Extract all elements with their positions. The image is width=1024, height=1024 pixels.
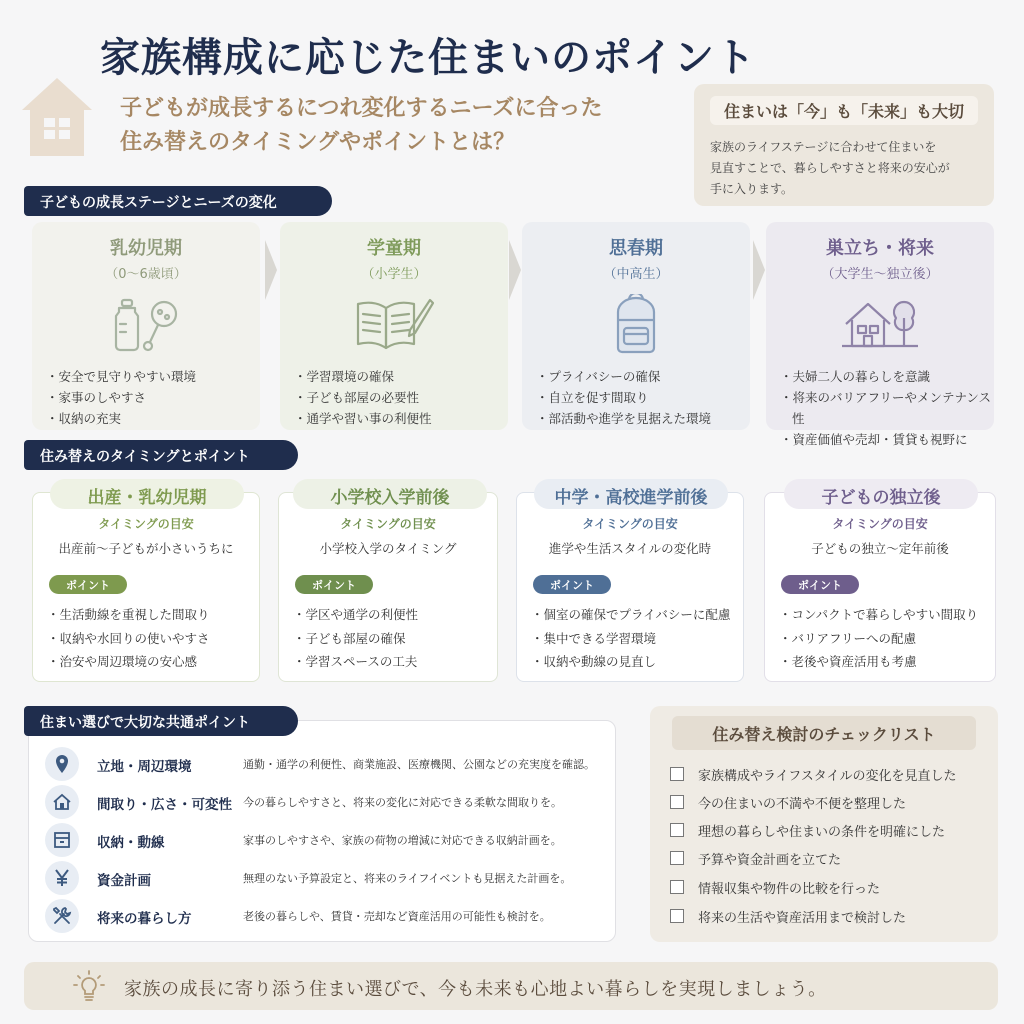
checklist-item-label: 情報収集や物件の比較を行った bbox=[698, 882, 881, 897]
footer-message: 家族の成長に寄り添う住まい選びで、今も未来も心地よい暮らしを実現しましょう。 bbox=[124, 979, 827, 1000]
common-points-box bbox=[28, 720, 616, 942]
intro-box bbox=[694, 84, 994, 206]
timing-points-list bbox=[779, 603, 978, 674]
timing-card-birth bbox=[32, 488, 260, 682]
stage-name: 乳幼児期 bbox=[110, 238, 182, 259]
stage-needs-list bbox=[46, 366, 260, 429]
common-point-row bbox=[45, 899, 605, 935]
list-item: ・ 部活動や進学を見据えた環境 bbox=[536, 408, 750, 429]
common-point-label: 間取り・広さ・可変性 bbox=[97, 797, 232, 813]
list-item: ・ 生活動線を重視した間取り bbox=[47, 603, 210, 627]
icon-circle bbox=[45, 747, 79, 781]
common-point-desc: 通勤・通学の利便性、商業施設、医療機関、公園などの充実度を確認。 bbox=[243, 758, 595, 771]
intro-text-line: 見直すことで、暮らしやすさと将来の安心が bbox=[710, 161, 950, 175]
stage-needs-list bbox=[294, 366, 508, 429]
page-title: 家族構成に応じた住まいのポイント bbox=[100, 34, 756, 81]
timing-label: タイミングの目安 bbox=[832, 517, 928, 531]
stage-name: 学童期 bbox=[367, 238, 421, 259]
common-point-desc: 老後の暮らしや、賃貸・売却など資産活用の可能性も検討を。 bbox=[243, 910, 551, 923]
list-item: ・ 収納や動線の見直し bbox=[531, 650, 730, 674]
checklist-item[interactable] bbox=[670, 906, 990, 928]
baby-bottle-rattle-icon bbox=[106, 294, 186, 354]
stage-name: 思春期 bbox=[609, 238, 663, 259]
checklist-item[interactable] bbox=[670, 792, 990, 814]
timing-card-title: 小学校入学前後 bbox=[293, 479, 487, 509]
intro-title: 住まいは「今」も「未来」も大切 bbox=[710, 96, 978, 125]
list-item: ・ 夫婦二人の暮らしを意識 bbox=[780, 366, 994, 387]
checklist-item-label: 予算や資金計画を立てた bbox=[698, 853, 842, 868]
chevron-right-icon bbox=[508, 240, 522, 300]
common-point-row bbox=[45, 785, 605, 821]
list-item: ・ 収納や水回りの使いやすさ bbox=[47, 627, 210, 651]
list-item: ・ 家事のしやすさ bbox=[46, 387, 260, 408]
timing-points-list bbox=[293, 603, 418, 674]
backpack-icon bbox=[596, 294, 676, 354]
section-header-common-points: 住まい選びで大切な共通ポイント bbox=[24, 706, 298, 736]
yen-icon bbox=[52, 868, 72, 888]
list-item: ・ 安全で見守りやすい環境 bbox=[46, 366, 260, 387]
checkbox[interactable] bbox=[670, 880, 684, 894]
icon-circle bbox=[45, 861, 79, 895]
section-header-growth-stages: 子どもの成長ステージとニーズの変化 bbox=[24, 186, 332, 216]
chevron-right-icon bbox=[264, 240, 278, 300]
house-decoration-icon bbox=[20, 76, 94, 158]
checklist-box bbox=[650, 706, 998, 942]
list-item: ・ 通学や習い事の利便性 bbox=[294, 408, 508, 429]
point-badge: ポイント bbox=[49, 575, 127, 594]
timing-label: タイミングの目安 bbox=[582, 517, 678, 531]
stage-needs-list bbox=[536, 366, 750, 429]
subtitle bbox=[120, 92, 602, 160]
common-point-label: 収納・動線 bbox=[97, 835, 165, 851]
list-item: ・ コンパクトで暮らしやすい間取り bbox=[779, 603, 978, 627]
list-item: ・ プライバシーの確保 bbox=[536, 366, 750, 387]
checklist-item-label: 理想の暮らしや住まいの条件を明確にした bbox=[698, 825, 946, 840]
timing-value: 進学や生活スタイルの変化時 bbox=[548, 541, 712, 556]
list-item: ・ 自立を促す間取り bbox=[536, 387, 750, 408]
point-badge: ポイント bbox=[533, 575, 611, 594]
list-item: ・ 子ども部屋の確保 bbox=[293, 627, 418, 651]
checklist-item[interactable] bbox=[670, 877, 990, 899]
stage-name: 巣立ち・将来 bbox=[826, 238, 934, 259]
stage-card-elementary bbox=[280, 222, 508, 430]
timing-points-list bbox=[531, 603, 730, 674]
list-item: ・ 治安や周辺環境の安心感 bbox=[47, 650, 210, 674]
common-point-desc: 今の暮らしやすさと、将来の変化に対応できる柔軟な間取りを。 bbox=[243, 796, 562, 809]
common-point-label: 将来の暮らし方 bbox=[97, 911, 192, 927]
timing-value: 子どもの独立〜定年前後 bbox=[811, 541, 949, 556]
common-point-row bbox=[45, 747, 605, 783]
checklist-item-label: 今の住まいの不満や不便を整理した bbox=[698, 797, 907, 812]
timing-value: 小学校入学のタイミング bbox=[319, 541, 457, 556]
timing-label: タイミングの目安 bbox=[98, 517, 194, 531]
intro-text-line: 家族のライフステージに合わせて住まいを bbox=[710, 140, 937, 154]
common-point-row bbox=[45, 861, 605, 897]
checklist-item[interactable] bbox=[670, 848, 990, 870]
checkbox[interactable] bbox=[670, 767, 684, 781]
subtitle-line-2: 住み替えのタイミングやポイントとは？ bbox=[120, 130, 516, 155]
icon-circle bbox=[45, 899, 79, 933]
list-item: ・ 集中できる学習環境 bbox=[531, 627, 730, 651]
common-point-label: 資金計画 bbox=[97, 873, 151, 889]
list-item: ・ 老後や資産活用も考慮 bbox=[779, 650, 978, 674]
common-point-row bbox=[45, 823, 605, 859]
timing-card-child-independence bbox=[764, 488, 996, 682]
timing-card-title: 子どもの独立後 bbox=[784, 479, 978, 509]
intro-text-line: 手に入ります。 bbox=[710, 182, 794, 196]
point-badge: ポイント bbox=[295, 575, 373, 594]
house-tree-icon bbox=[840, 294, 920, 354]
list-item: ・ 学習スペースの工夫 bbox=[293, 650, 418, 674]
stage-age: （小学生） bbox=[361, 267, 427, 282]
subtitle-line-1: 子どもが成長するにつれ変化するニーズに合った bbox=[120, 96, 603, 121]
house-icon bbox=[52, 792, 72, 812]
checkbox[interactable] bbox=[670, 851, 684, 865]
stage-needs-list bbox=[780, 366, 994, 450]
stage-card-infant bbox=[32, 222, 260, 430]
list-item: ・ 資産価値や売却・賃貸も視野に bbox=[780, 429, 994, 450]
checklist-item-label: 将来の生活や資産活用まで検討した bbox=[698, 911, 907, 926]
chevron-right-icon bbox=[752, 240, 766, 300]
list-item: ・ 子ども部屋の必要性 bbox=[294, 387, 508, 408]
common-point-label: 立地・周辺環境 bbox=[97, 759, 192, 775]
intro-text bbox=[710, 137, 978, 200]
stage-age: （大学生〜独立後） bbox=[821, 267, 939, 282]
stage-age: （0〜6歳頃） bbox=[105, 267, 187, 282]
list-item: ・ バリアフリーへの配慮 bbox=[779, 627, 978, 651]
common-point-desc: 無理のない予算設定と、将来のライフイベントも見据えた計画を。 bbox=[243, 872, 572, 885]
section-header-timing: 住み替えのタイミングとポイント bbox=[24, 440, 298, 470]
checkbox[interactable] bbox=[670, 823, 684, 837]
footer-banner bbox=[24, 962, 998, 1010]
list-item: ・ 個室の確保でプライバシーに配慮 bbox=[531, 603, 730, 627]
stage-age: （中高生） bbox=[603, 267, 669, 282]
checklist-item-label: 家族構成やライフスタイルの変化を見直した bbox=[698, 769, 957, 784]
stage-card-independence bbox=[766, 222, 994, 447]
timing-label: タイミングの目安 bbox=[340, 517, 436, 531]
timing-card-secondary-school bbox=[516, 488, 744, 682]
storage-icon bbox=[52, 830, 72, 850]
timing-card-elementary-entry bbox=[278, 488, 498, 682]
stage-card-adolescence bbox=[522, 222, 750, 430]
book-pencil-icon bbox=[354, 294, 434, 354]
checklist-item[interactable] bbox=[670, 764, 990, 786]
icon-circle bbox=[45, 823, 79, 857]
timing-value: 出産前〜子どもが小さいうちに bbox=[58, 541, 234, 556]
list-item: ・ 学区や通学の利便性 bbox=[293, 603, 418, 627]
lightbulb-icon bbox=[72, 970, 106, 1004]
checkbox[interactable] bbox=[670, 795, 684, 809]
checklist-item[interactable] bbox=[670, 820, 990, 842]
location-pin-icon bbox=[52, 754, 72, 774]
timing-card-title: 出産・乳幼児期 bbox=[50, 479, 244, 509]
tools-icon bbox=[52, 906, 72, 926]
timing-points-list bbox=[47, 603, 210, 674]
point-badge: ポイント bbox=[781, 575, 859, 594]
icon-circle bbox=[45, 785, 79, 819]
list-item: ・ 将来のバリアフリーやメンテナンス性 bbox=[780, 387, 994, 429]
list-item: ・ 学習環境の確保 bbox=[294, 366, 508, 387]
list-item: ・ 収納の充実 bbox=[46, 408, 260, 429]
common-point-desc: 家事のしやすさや、家族の荷物の増減に対応できる収納計画を。 bbox=[243, 834, 562, 847]
timing-card-title: 中学・高校進学前後 bbox=[534, 479, 728, 509]
checkbox[interactable] bbox=[670, 909, 684, 923]
checklist-title: 住み替え検討のチェックリスト bbox=[672, 716, 976, 750]
